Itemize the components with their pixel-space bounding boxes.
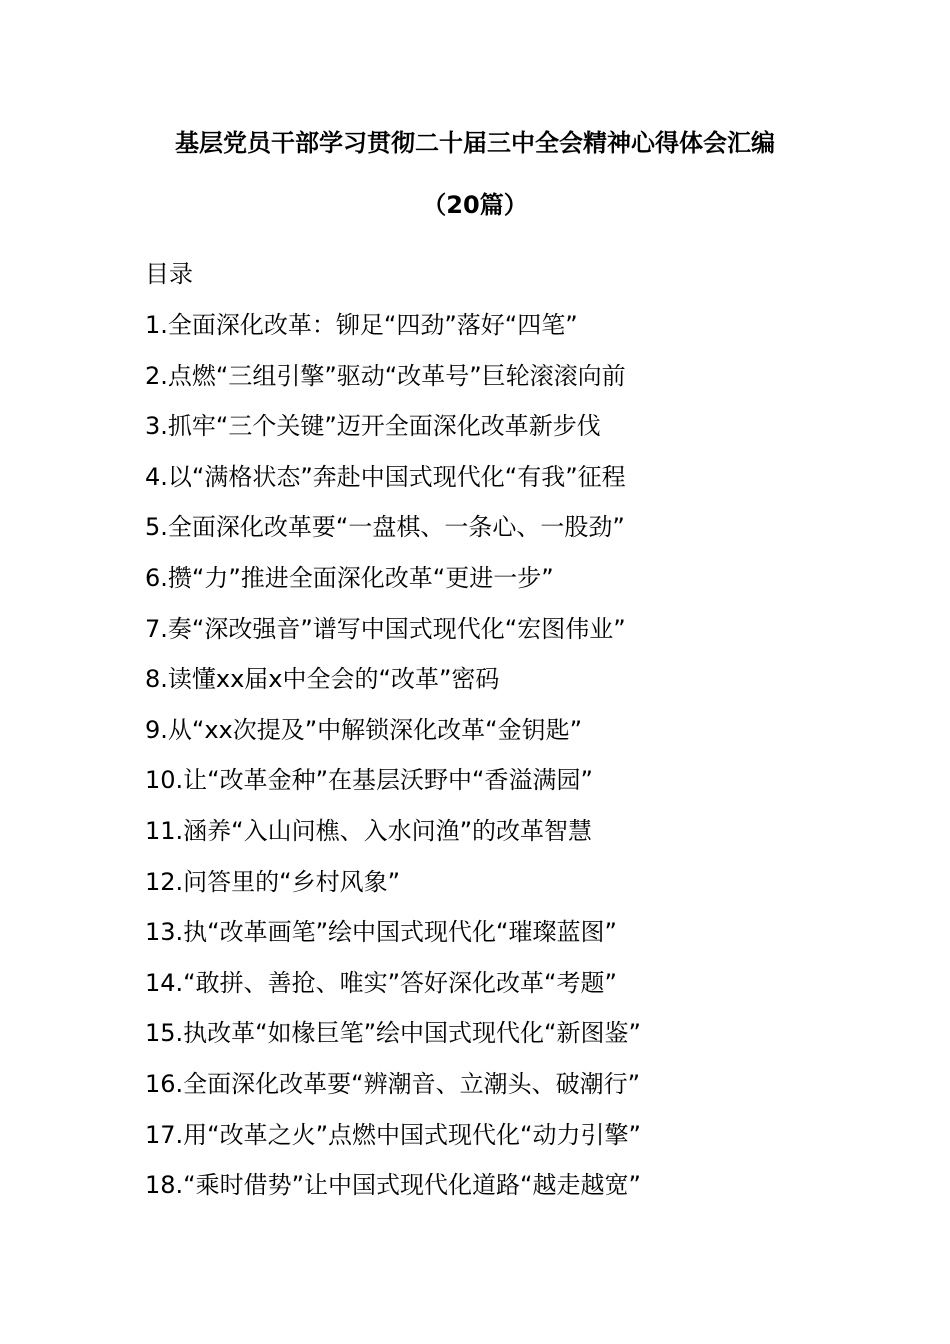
toc-item: 5.全面深化改革要“一盘棋、一条心、一股劲” xyxy=(145,513,625,542)
table-of-contents xyxy=(145,256,905,1218)
toc-item: 4.以“满格状态”奔赴中国式现代化“有我”征程 xyxy=(145,462,626,491)
toc-list xyxy=(145,307,905,1218)
toc-item: 2.点燃“三组引擎”驱动“改革号”巨轮滚滚向前 xyxy=(145,361,626,390)
toc-item: 7.奏“深改强音”谱写中国式现代化“宏图伟业” xyxy=(145,614,626,643)
toc-item: 6.攒“力”推进全面深化改革“更进一步” xyxy=(145,563,554,592)
toc-item: 13.执“改革画笔”绘中国式现代化“璀璨蓝图” xyxy=(145,918,617,947)
document-subtitle: （20篇） xyxy=(422,191,528,219)
toc-item: 17.用“改革之火”点燃中国式现代化“动力引擎” xyxy=(145,1120,641,1149)
toc-heading: 目录 xyxy=(145,260,193,288)
toc-item: 14.“敢拼、善抢、唯实”答好深化改革“考题” xyxy=(145,968,617,997)
document-title: 基层党员干部学习贯彻二十届三中全会精神心得体会汇编 xyxy=(175,129,775,157)
toc-item: 11.涵养“入山问樵、入水问渔”的改革智慧 xyxy=(145,816,593,845)
toc-item: 12.问答里的“乡村风象” xyxy=(145,867,401,896)
toc-item: 15.执改革“如椽巨笔”绘中国式现代化“新图鉴” xyxy=(145,1019,641,1048)
toc-item: 1.全面深化改革：铆足“四劲”落好“四笔” xyxy=(145,311,578,339)
toc-item: 16.全面深化改革要“辨潮音、立潮头、破潮行” xyxy=(145,1069,641,1098)
toc-item: 9.从“xx次提及”中解锁深化改革“金钥匙” xyxy=(145,715,583,744)
toc-item: 3.抓牢“三个关键”迈开全面深化改革新步伐 xyxy=(145,412,601,441)
toc-item: 8.读懂xx届x中全会的“改革”密码 xyxy=(145,665,500,694)
toc-item: 18.“乘时借势”让中国式现代化道路“越走越宽” xyxy=(145,1171,641,1200)
toc-item: 10.让“改革金种”在基层沃野中“香溢满园” xyxy=(145,766,593,795)
